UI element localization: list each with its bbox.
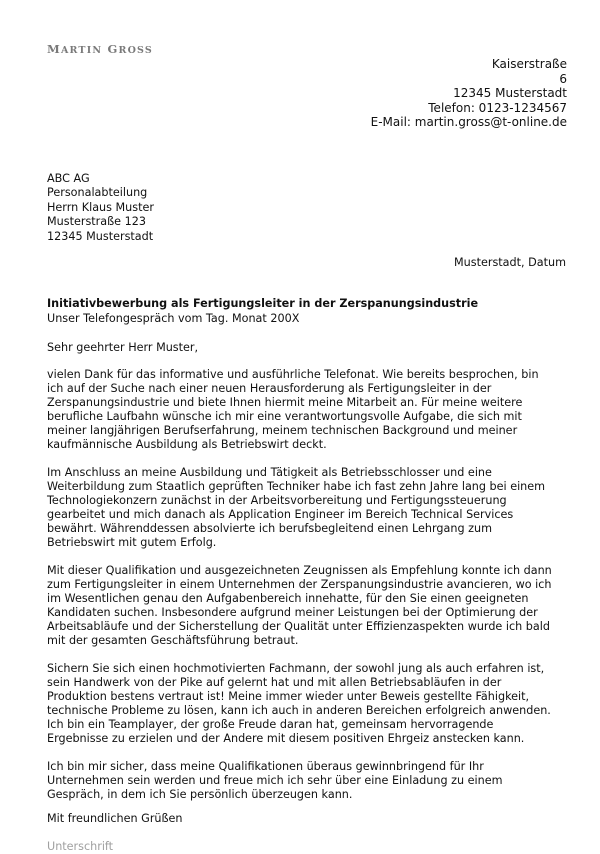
closing: Mit freundlichen Grüßen [47,812,183,825]
paragraph-line: Unternehmen sein werden und freue mich ich sehr über eine Einladung zu einem [47,774,503,787]
recipient-contact: Herrn Klaus Muster [47,200,154,214]
paragraph-line: bewährt. Währenddessen absolvierte ich berufsbegleitend einen Lehrgang zum [47,522,492,535]
paragraph-line: Technologiekonzern zunächst in der Arbeitsvorbereitung und Fertigungssteuerung [47,494,507,507]
recipient-company: ABC AG [47,172,90,185]
date-line: Musterstadt, Datum [454,256,566,269]
paragraph-line: gearbeitet und mich danach als Application Engineer im Bereich Technical Services [47,508,514,521]
paragraph-line: technische Probleme zu lösen, kann ich auch in anderen Bereichen erfolgreich anwenden. [47,704,551,717]
body-paragraph-2 [47,466,553,550]
sender-house-number: 6 [559,71,567,86]
paragraph-line: sein Handwerk von der Pike auf gelernt hat und mit allen Betriebsabläufen in der [47,676,502,689]
paragraph-line: Arbeitsabläufe und der Sicherstellung der Qualität unter Effizienzaspekten wurde ich bald [47,620,550,633]
sender-email: E-Mail: martin.gross@t-online.de [370,115,567,130]
recipient-address [47,172,154,244]
paragraph-line: zum Fertigungsleiter in einem Unternehmen der Zerspanungsindustrie avancieren, wo ich [47,578,552,591]
paragraph-line: Im Anschluss an meine Ausbildung und Tätigkeit als Betriebsschlosser und eine [47,466,492,479]
paragraph-line: im Wesentlichen genau den Aufgabenbereich innehatte, für den Sie einen geeigneten [47,592,529,605]
paragraph-line: kaufmännische Ausbildung als Betriebswirt deckt. [47,438,327,451]
reference-line: Unser Telefongespräch vom Tag. Monat 200X [47,312,300,325]
paragraph-line: berufliche Laufbahn wünsche ich mir eine verantwortungsvolle Aufgabe, die sich mit [47,410,522,423]
paragraph-line: Gespräch, in dem ich Sie persönlich überzeugen kann. [47,788,353,801]
salutation: Sehr geehrter Herr Muster, [47,341,199,354]
recipient-city: 12345 Musterstadt [47,229,154,243]
paragraph-line: Ergebnisse zu erzielen und der Andere mit diesem positiven Ehrgeiz anstecken kann. [47,732,525,745]
paragraph-line: Ich bin mir sicher, dass meine Qualifikationen überaus gewinnbringend für Ihr [47,760,484,773]
paragraph-line: Sichern Sie sich einen hochmotivierten Fachmann, der sowohl jung als auch erfahren ist, [47,662,545,675]
paragraph-line: Zerspanungsindustrie und biete Ihnen hiermit meine Mitarbeit an. Für meine weitere [47,396,523,409]
recipient-street: Musterstraße 123 [47,215,146,229]
paragraph-line: vielen Dank für das informative und ausführliche Telefonat. Wie bereits besprochen, bin [47,368,539,381]
sender-last-rest: ROSS [118,45,153,56]
body-paragraph-5 [47,760,553,802]
sender-city: 12345 Musterstadt [453,86,567,101]
paragraph-line: Weiterbildung zum Staatlich geprüften Techniker habe ich fast zehn Jahre lang bei einem [47,480,546,493]
sender-street: Kaiserstraße [491,57,567,71]
body-paragraph-4 [47,662,553,746]
paragraph-line: meiner langjährigen Berufserfahrung, meinem technischen Background und meiner [47,424,518,437]
paragraph-line: Betriebswirt mit gutem Erfolg. [47,536,217,549]
sender-address [371,57,567,130]
paragraph-line: Mit dieser Qualifikation und ausgezeichneten Zeugnissen als Empfehlung konnte ich dann [47,564,552,577]
sender-last-initial: G [107,42,119,56]
paragraph-line: ich auf der Suche nach einer neuen Herausforderung als Fertigungsleiter in der [47,382,492,395]
paragraph-line: mit der gesamten Geschäftsführung betraut. [47,634,299,647]
sender-first-rest: ARTIN [60,45,103,56]
signature-placeholder: Unterschrift [47,840,114,853]
sender-name [47,42,153,58]
recipient-department: Personalabteilung [47,186,148,200]
paragraph-line: Kandidaten suchen. Insbesondere aufgrund meiner Leistungen bei der Optimierung der [47,606,538,619]
paragraph-line: Produktion bestens vertraut ist! Meine immer wieder unter Beweis gestellte Fähigkeit, [47,690,530,703]
sender-first-initial: M [47,42,61,56]
sender-phone: Telefon: 0123-1234567 [428,100,567,115]
subject-line: Initiativbewerbung als Fertigungsleiter in der Zerspanungsindustrie [47,297,479,310]
body-paragraph-1 [47,368,553,452]
paragraph-line: Ich bin ein Teamplayer, der große Freude daran hat, gemeinsam hervorragende [47,718,494,731]
body-paragraph-3 [47,564,553,648]
letter-body [47,368,553,816]
